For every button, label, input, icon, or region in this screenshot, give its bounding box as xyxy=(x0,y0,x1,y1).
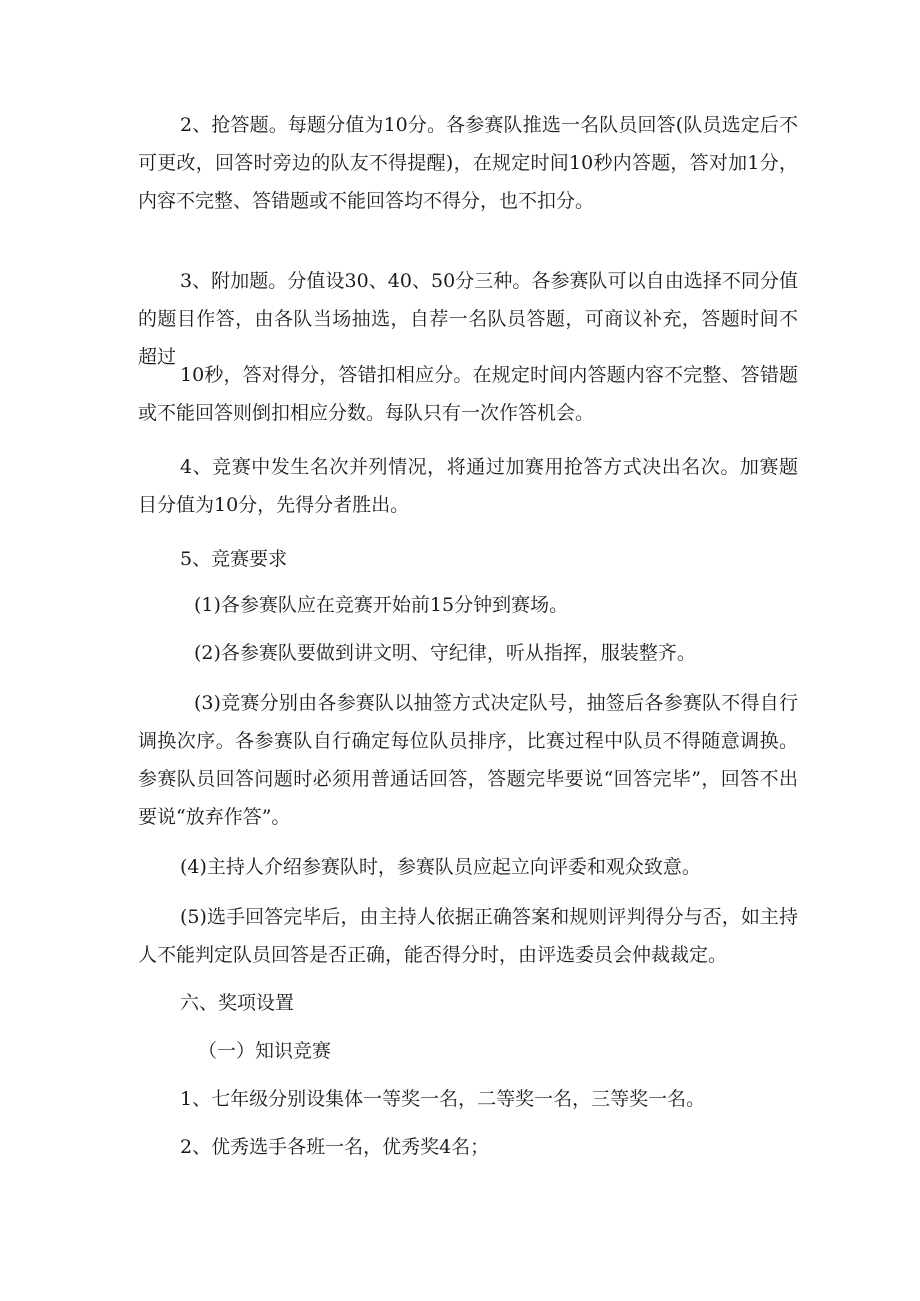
requirement-item-5: (5)选手回答完毕后，由主持人依据正确答案和规则评判得分与否，如主持人不能判定队员回答是否正确，能否得分时，由评选委员会仲裁裁定。 xyxy=(138,906,798,966)
paragraph-bonus-question: 3、附加题。分值设30、40、50分三种。各参赛队可以自由选择不同分值的题目作答，由各队当场抽选，自荐一名队员答题，可商议补充，答题时间不超过 xyxy=(138,270,798,368)
heading-award-settings: 六、奖项设置 xyxy=(180,992,295,1014)
heading-knowledge-contest: （一）知识竞赛 xyxy=(198,1040,332,1062)
heading-competition-requirements: 5、竞赛要求 xyxy=(180,548,288,570)
requirement-item-4: (4)主持人介绍参赛队时，参赛队员应起立向评委和观众致意。 xyxy=(180,856,701,878)
paragraph-rush-answer: 2、抢答题。每题分值为10分。各参赛队推选一名队员回答(队员选定后不可更改，回答时旁边的队友不得提醒)，在规定时间10秒内答题，答对加1分，内容不完整、答错题或不能回答均不得分，也不扣分。 xyxy=(138,114,798,212)
paragraph-tie-break: 4、竞赛中发生名次并列情况，将通过加赛用抢答方式决出名次。加赛题目分值为10分，先得分者胜出。 xyxy=(138,456,798,516)
requirement-item-3: (3)竞赛分别由各参赛队以抽签方式决定队号，抽签后各参赛队不得自行调换次序。各参赛队自行确定每位队员排序，比赛过程中队员不得随意调换。参赛队员回答问题时必须用普通话回答，答题完毕要说“回答完毕”，回答不出要说“放弃作答”。 xyxy=(138,692,798,828)
requirement-item-1: (1)各参赛队应在竞赛开始前15分钟到赛场。 xyxy=(194,594,569,616)
requirement-item-2: (2)各参赛队要做到讲文明、守纪律，听从指挥，服装整齐。 xyxy=(194,642,696,664)
paragraph-bonus-scoring: 10秒，答对得分，答错扣相应分。在规定时间内答题内容不完整、答错题或不能回答则倒扣相应分数。每队只有一次作答机会。 xyxy=(138,364,798,424)
award-item-2: 2、优秀选手各班一名，优秀奖4名； xyxy=(180,1136,490,1158)
award-item-1: 1、七年级分别设集体一等奖一名，二等奖一名，三等奖一名。 xyxy=(180,1088,706,1110)
